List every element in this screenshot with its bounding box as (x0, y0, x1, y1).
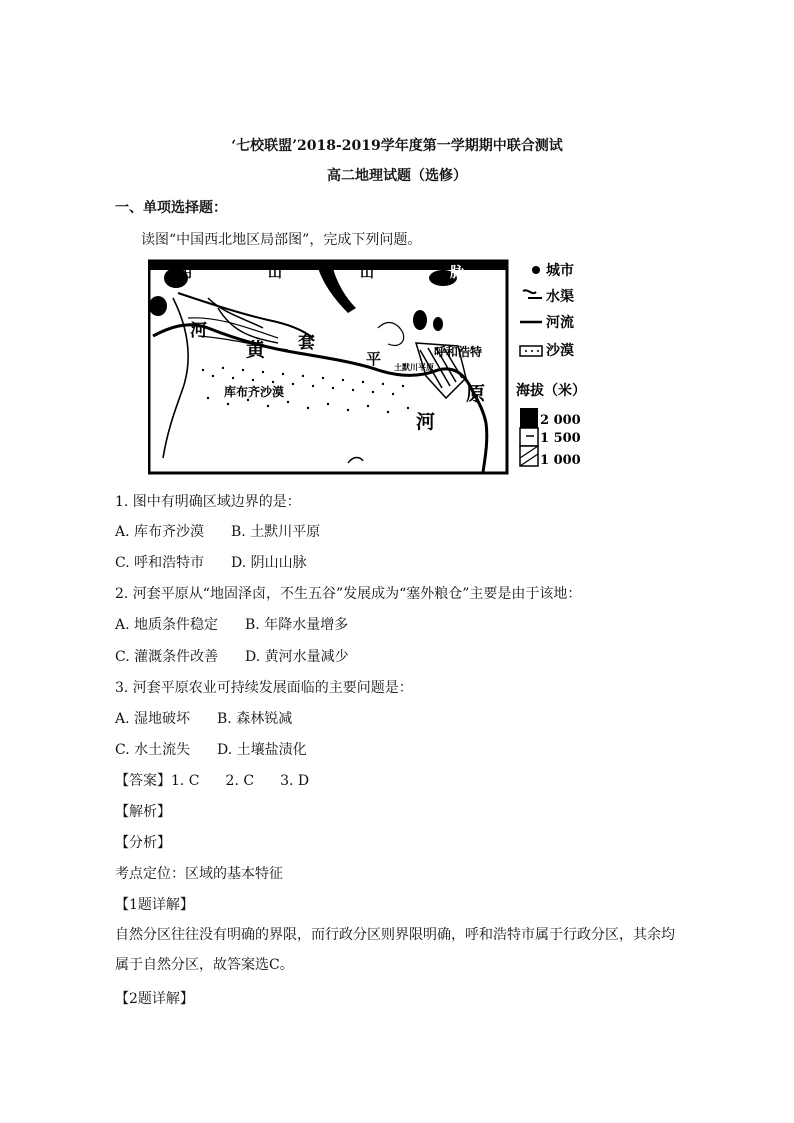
map-label-shan2: 山 (360, 265, 374, 281)
map-label-kubuqi: 库布齐沙漠 (224, 385, 285, 399)
answer-1: 1. C (171, 773, 200, 789)
map-label-ping: 平 (366, 350, 382, 368)
city-legend-icon (532, 266, 540, 274)
option-d[interactable]: D. 阴山山脉 (231, 555, 307, 571)
map-label-he-bottom: 河 (416, 411, 436, 433)
elev-legend-mid (520, 428, 538, 446)
option-a[interactable]: A. 库布齐沙漠 (115, 524, 205, 540)
legend-elevation-title: 海拔（米） (516, 383, 586, 399)
answer-2: 2. C (225, 773, 255, 789)
legend-canal: 水渠 (546, 289, 574, 305)
map-label-shan: 山 (268, 265, 282, 281)
legend-river: 河流 (546, 315, 574, 331)
question-2-options-row2 (115, 646, 349, 666)
fenxi-heading: 【分析】 (115, 835, 171, 851)
option-c[interactable]: C. 水土流失 (115, 742, 191, 758)
option-b[interactable]: B. 土默川平原 (231, 524, 321, 540)
question-2-options-row1 (115, 614, 348, 634)
map-frame (149, 261, 507, 473)
legend-elev-1000: 1 000 (540, 453, 581, 468)
canal-legend-icon (523, 290, 542, 298)
option-b[interactable]: B. 森林锐减 (217, 711, 293, 727)
map-svg (148, 258, 598, 476)
legend-elev-2000: 2 000 (540, 413, 581, 428)
option-a[interactable]: A. 湿地破坏 (115, 711, 191, 727)
map-label-tao: 套 (298, 333, 315, 353)
mountain-blob (149, 296, 167, 316)
exam-title: ‘七校联盟’2018-2019学年度第一学期期中联合测试 (231, 138, 563, 154)
answer-label: 【答案】 (115, 773, 171, 789)
legend-desert: 沙漠 (546, 343, 574, 359)
kaodian-line: 考点定位：区域的基本特征 (115, 866, 283, 882)
question-1-stem: 1. 图中有明确区域边界的是： (115, 494, 301, 510)
map-label-yuan: 原 (466, 383, 486, 405)
question-3-options-row1 (115, 708, 292, 728)
map-label-he-left: 河 (190, 321, 207, 341)
legend-elev-1500: 1 500 (540, 431, 581, 446)
map-label-huhehaote: 呼和浩特 (434, 345, 483, 359)
map-label-tumochuan: 土默川平原 (394, 362, 434, 372)
option-a[interactable]: A. 地质条件稳定 (115, 617, 219, 633)
q2-detail-heading: 【2题详解】 (115, 991, 194, 1007)
option-b[interactable]: B. 年降水量增多 (245, 617, 349, 633)
answer-3: 3. D (280, 773, 310, 789)
question-intro: 读图“中国西北地区局部图”，完成下列问题。 (141, 232, 422, 248)
question-1-options-row2 (115, 552, 307, 572)
analysis-heading: 【解析】 (115, 804, 171, 820)
option-c[interactable]: C. 灌溉条件改善 (115, 649, 219, 665)
exam-subtitle: 高二地理试题（选修） (327, 168, 467, 184)
answer-line (115, 770, 309, 790)
map-label-mai: 脉 (450, 265, 464, 281)
question-2-stem: 2. 河套平原从“地固泽卤，不生五谷”发展成为“塞外粮仓”主要是由于该地： (115, 586, 582, 602)
map-legend (516, 262, 586, 468)
map-label-yin: 阴 (178, 265, 192, 281)
q1-detail-heading: 【1题详解】 (115, 897, 194, 913)
q1-detail-text: 自然分区往往没有明确的界限，而行政分区则界限明确，呼和浩特市属于行政分区，其余均属于自然分区，故答案选C。 (115, 927, 675, 973)
question-3-options-row2 (115, 739, 307, 759)
question-1-options-row1 (115, 521, 320, 541)
option-c[interactable]: C. 呼和浩特市 (115, 555, 205, 571)
option-d[interactable]: D. 土壤盐渍化 (217, 742, 307, 758)
legend-city: 城市 (546, 263, 574, 279)
map-label-huang: 黄 (246, 339, 266, 361)
section-heading: 一、单项选择题： (115, 200, 227, 216)
option-d[interactable]: D. 黄河水量减少 (245, 649, 349, 665)
elev-legend-high (520, 408, 538, 428)
northwest-china-map (148, 258, 598, 476)
question-3-stem: 3. 河套平原农业可持续发展面临的主要问题是： (115, 680, 413, 696)
